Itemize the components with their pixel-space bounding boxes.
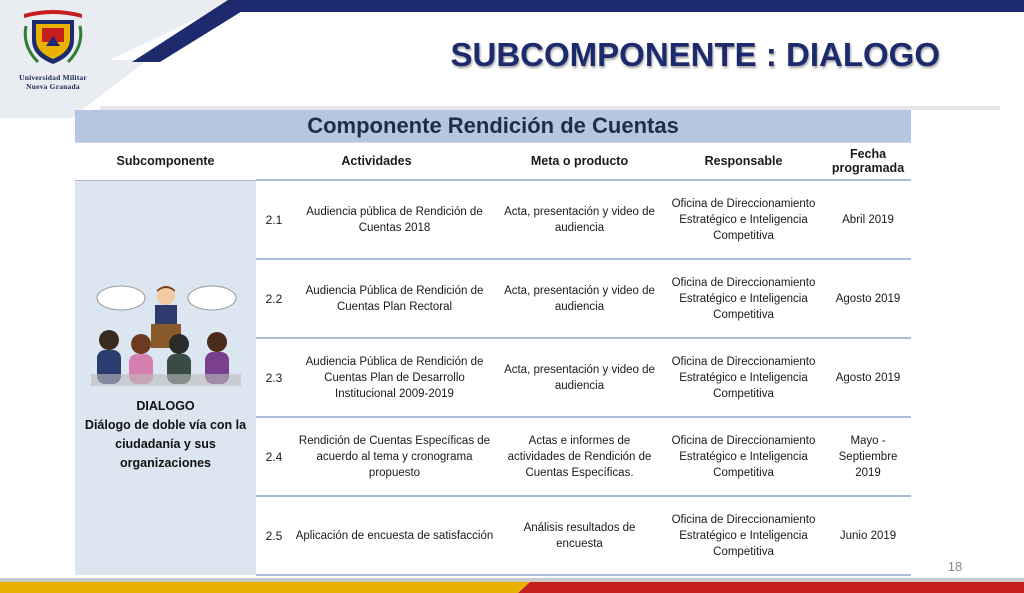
page-number: 18 bbox=[947, 559, 963, 574]
row-responsable: Oficina de Direccionamiento Estratégico e Inteligencia Competitiva bbox=[662, 496, 825, 575]
rendicion-table bbox=[75, 110, 911, 576]
header-responsable: Responsable bbox=[662, 143, 825, 181]
row-number: 2.2 bbox=[256, 259, 292, 338]
row-fecha: Mayo - Septiembre 2019 bbox=[825, 417, 911, 496]
header-subcomponente: Subcomponente bbox=[75, 143, 256, 181]
top-navy-bar bbox=[222, 0, 1024, 12]
row-meta: Actas e informes de actividades de Rendición de Cuentas Específicas. bbox=[497, 417, 662, 496]
audience-illustration bbox=[91, 282, 241, 386]
header-actividades: Actividades bbox=[256, 143, 497, 181]
table-row bbox=[75, 180, 911, 259]
subcomponent-description: Diálogo de doble vía con la ciudadanía y sus organizaciones bbox=[84, 418, 247, 471]
row-actividad: Audiencia Pública de Rendición de Cuentas Plan de Desarrollo Institucional 2009-2019 bbox=[292, 338, 497, 417]
component-title: Componente Rendición de Cuentas bbox=[75, 110, 911, 143]
header-fecha: Fecha programada bbox=[825, 143, 911, 181]
row-actividad: Rendición de Cuentas Específicas de acuerdo al tema y cronograma propuesto bbox=[292, 417, 497, 496]
university-logo bbox=[8, 6, 98, 106]
subcomponent-cell bbox=[75, 180, 256, 575]
row-number: 2.3 bbox=[256, 338, 292, 417]
row-responsable: Oficina de Direccionamiento Estratégico e Inteligencia Competitiva bbox=[662, 338, 825, 417]
university-name-line1: Universidad Militar bbox=[19, 73, 87, 82]
row-meta: Análisis resultados de encuesta bbox=[497, 496, 662, 575]
row-responsable: Oficina de Direccionamiento Estratégico e Inteligencia Competitiva bbox=[662, 259, 825, 338]
page-title: SUBCOMPONENTE : DIALOGO bbox=[450, 36, 940, 73]
row-meta: Acta, presentación y video de audiencia bbox=[497, 338, 662, 417]
subcomponent-title: DIALOGO bbox=[136, 399, 195, 414]
bottom-gold-bar bbox=[0, 582, 530, 593]
bottom-gray-bar bbox=[0, 578, 1024, 582]
bottom-red-bar bbox=[518, 582, 1024, 593]
row-meta: Acta, presentación y video de audiencia bbox=[497, 180, 662, 259]
row-responsable: Oficina de Direccionamiento Estratégico e Inteligencia Competitiva bbox=[662, 180, 825, 259]
header-meta: Meta o producto bbox=[497, 143, 662, 181]
row-number: 2.1 bbox=[256, 180, 292, 259]
shield-icon bbox=[18, 6, 88, 68]
row-meta: Acta, presentación y video de audiencia bbox=[497, 259, 662, 338]
row-responsable: Oficina de Direccionamiento Estratégico e Inteligencia Competitiva bbox=[662, 417, 825, 496]
bottom-decoration bbox=[0, 575, 1024, 593]
university-name-line2: Nueva Granada bbox=[26, 82, 80, 91]
row-fecha: Agosto 2019 bbox=[825, 259, 911, 338]
row-fecha: Abril 2019 bbox=[825, 180, 911, 259]
row-number: 2.5 bbox=[256, 496, 292, 575]
row-actividad: Audiencia Pública de Rendición de Cuentas Plan Rectoral bbox=[292, 259, 497, 338]
row-fecha: Agosto 2019 bbox=[825, 338, 911, 417]
row-actividad: Audiencia pública de Rendición de Cuentas 2018 bbox=[292, 180, 497, 259]
row-number: 2.4 bbox=[256, 417, 292, 496]
row-actividad: Aplicación de encuesta de satisfacción bbox=[292, 496, 497, 575]
row-fecha: Junio 2019 bbox=[825, 496, 911, 575]
